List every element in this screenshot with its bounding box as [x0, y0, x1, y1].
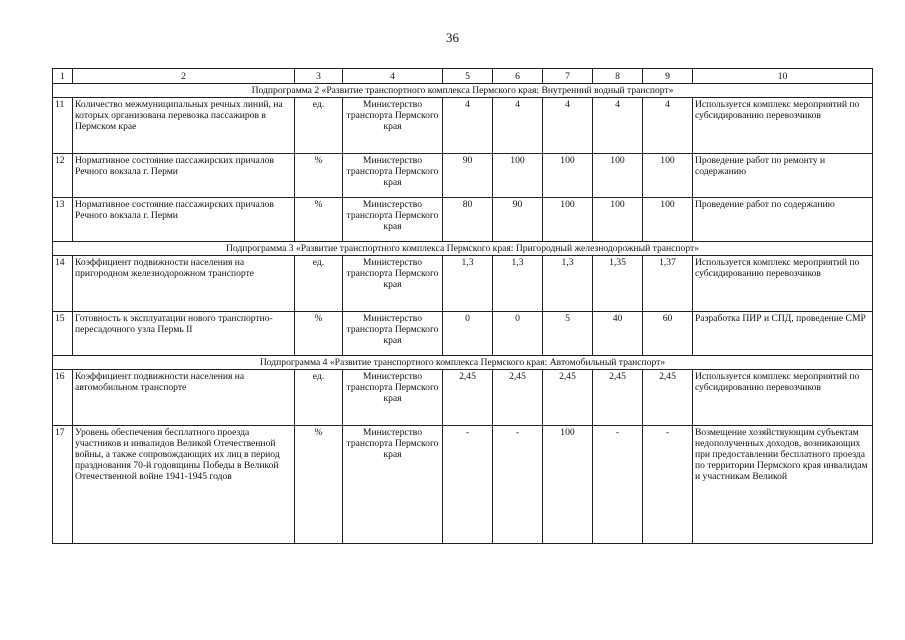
value-col6: 90	[493, 198, 543, 242]
value-col8: 1,35	[593, 256, 643, 312]
value-col7: 4	[543, 98, 593, 154]
subprogram-title: Подпрограмма 2 «Развитие транспортного комплекса Пермского края: Внутренний водный транспорт»	[53, 84, 873, 98]
row-number: 14	[53, 256, 73, 312]
subprogram-title: Подпрограмма 4 «Развитие транспортного комплекса Пермского края: Автомобильный транспорт»	[53, 356, 873, 370]
unit-cell: %	[295, 198, 343, 242]
indicator-name: Коэффициент подвижности населения на пригородном железнодорожном транспорте	[73, 256, 295, 312]
table-row	[53, 154, 873, 198]
header-cell: 4	[343, 69, 443, 84]
row-number: 15	[53, 312, 73, 356]
indicator-name: Нормативное состояние пассажирских причалов Речного вокзала г. Перми	[73, 154, 295, 198]
header-cell: 8	[593, 69, 643, 84]
value-col8: 100	[593, 154, 643, 198]
header-cell: 9	[643, 69, 693, 84]
unit-cell: ед.	[295, 256, 343, 312]
note-cell: Возмещение хозяйствующим субъектам недополученных доходов, возникающих при предоставлении бесплатного проезда по территории Пермского края инвалидам и участникам Великой	[693, 426, 873, 544]
value-col7: 2,45	[543, 370, 593, 426]
subprogram-row	[53, 84, 873, 98]
row-number: 11	[53, 98, 73, 154]
value-col9: 1,37	[643, 256, 693, 312]
value-col5: 80	[443, 198, 493, 242]
header-cell: 3	[295, 69, 343, 84]
table-row	[53, 198, 873, 242]
responsible-org: Министерство транспорта Пермского края	[343, 256, 443, 312]
indicators-table	[52, 68, 873, 544]
unit-cell: %	[295, 154, 343, 198]
responsible-org: Министерство транспорта Пермского края	[343, 98, 443, 154]
indicator-name: Нормативное состояние пассажирских причалов Речного вокзала г. Перми	[73, 198, 295, 242]
value-col9: 100	[643, 198, 693, 242]
value-col6: 2,45	[493, 370, 543, 426]
unit-cell: ед.	[295, 98, 343, 154]
value-col8: 100	[593, 198, 643, 242]
row-number: 13	[53, 198, 73, 242]
note-cell: Проведение работ по содержанию	[693, 198, 873, 242]
indicator-name: Уровень обеспечения бесплатного проезда участников и инвалидов Великой Отечественной войны, а также сопровождающих их лиц в период празднования 70-й годовщины Победы в Великой Отечественной войне 1941-1945 годов	[73, 426, 295, 544]
row-number: 17	[53, 426, 73, 544]
value-col9: 100	[643, 154, 693, 198]
responsible-org: Министерство транспорта Пермского края	[343, 154, 443, 198]
note-cell: Используется комплекс мероприятий по субсидированию перевозчиков	[693, 370, 873, 426]
value-col8: 2,45	[593, 370, 643, 426]
header-cell: 2	[73, 69, 295, 84]
value-col7: 1,3	[543, 256, 593, 312]
unit-cell: ед.	[295, 370, 343, 426]
header-cell: 1	[53, 69, 73, 84]
value-col9: 60	[643, 312, 693, 356]
value-col5: 90	[443, 154, 493, 198]
indicator-name: Количество межмуниципальных речных линий, на которых организована перевозка пассажиров в Пермском крае	[73, 98, 295, 154]
indicator-name: Готовность к эксплуатации нового транспортно-пересадочного узла Пермь II	[73, 312, 295, 356]
note-cell: Проведение работ по ремонту и содержанию	[693, 154, 873, 198]
table-header-row	[53, 69, 873, 84]
value-col8: 40	[593, 312, 643, 356]
header-cell: 6	[493, 69, 543, 84]
value-col9: -	[643, 426, 693, 544]
table-row	[53, 256, 873, 312]
value-col9: 2,45	[643, 370, 693, 426]
header-cell: 5	[443, 69, 493, 84]
table-row	[53, 312, 873, 356]
row-number: 12	[53, 154, 73, 198]
row-number: 16	[53, 370, 73, 426]
indicator-name: Коэффициент подвижности населения на автомобильном транспорте	[73, 370, 295, 426]
subprogram-row	[53, 356, 873, 370]
value-col9: 4	[643, 98, 693, 154]
responsible-org: Министерство транспорта Пермского края	[343, 312, 443, 356]
value-col6: 0	[493, 312, 543, 356]
table-row	[53, 370, 873, 426]
table-row	[53, 426, 873, 544]
page-number: 36	[446, 30, 459, 45]
value-col5: 1,3	[443, 256, 493, 312]
header-cell: 10	[693, 69, 873, 84]
value-col5: -	[443, 426, 493, 544]
note-cell: Используется комплекс мероприятий по субсидированию перевозчиков	[693, 98, 873, 154]
value-col8: 4	[593, 98, 643, 154]
table-row	[53, 98, 873, 154]
value-col6: 4	[493, 98, 543, 154]
unit-cell: %	[295, 426, 343, 544]
note-cell: Разработка ПИР и СПД, проведение СМР	[693, 312, 873, 356]
value-col7: 100	[543, 426, 593, 544]
note-cell: Используется комплекс мероприятий по субсидированию перевозчиков	[693, 256, 873, 312]
value-col8: -	[593, 426, 643, 544]
value-col6: 100	[493, 154, 543, 198]
subprogram-row	[53, 242, 873, 256]
value-col7: 100	[543, 198, 593, 242]
header-cell: 7	[543, 69, 593, 84]
unit-cell: %	[295, 312, 343, 356]
value-col6: 1,3	[493, 256, 543, 312]
value-col6: -	[493, 426, 543, 544]
value-col7: 100	[543, 154, 593, 198]
value-col5: 0	[443, 312, 493, 356]
responsible-org: Министерство транспорта Пермского края	[343, 198, 443, 242]
value-col5: 2,45	[443, 370, 493, 426]
responsible-org: Министерство транспорта Пермского края	[343, 426, 443, 544]
value-col5: 4	[443, 98, 493, 154]
value-col7: 5	[543, 312, 593, 356]
subprogram-title: Подпрограмма 3 «Развитие транспортного комплекса Пермского края: Пригородный железнодорожный транспорт»	[53, 242, 873, 256]
responsible-org: Министерство транспорта Пермского края	[343, 370, 443, 426]
